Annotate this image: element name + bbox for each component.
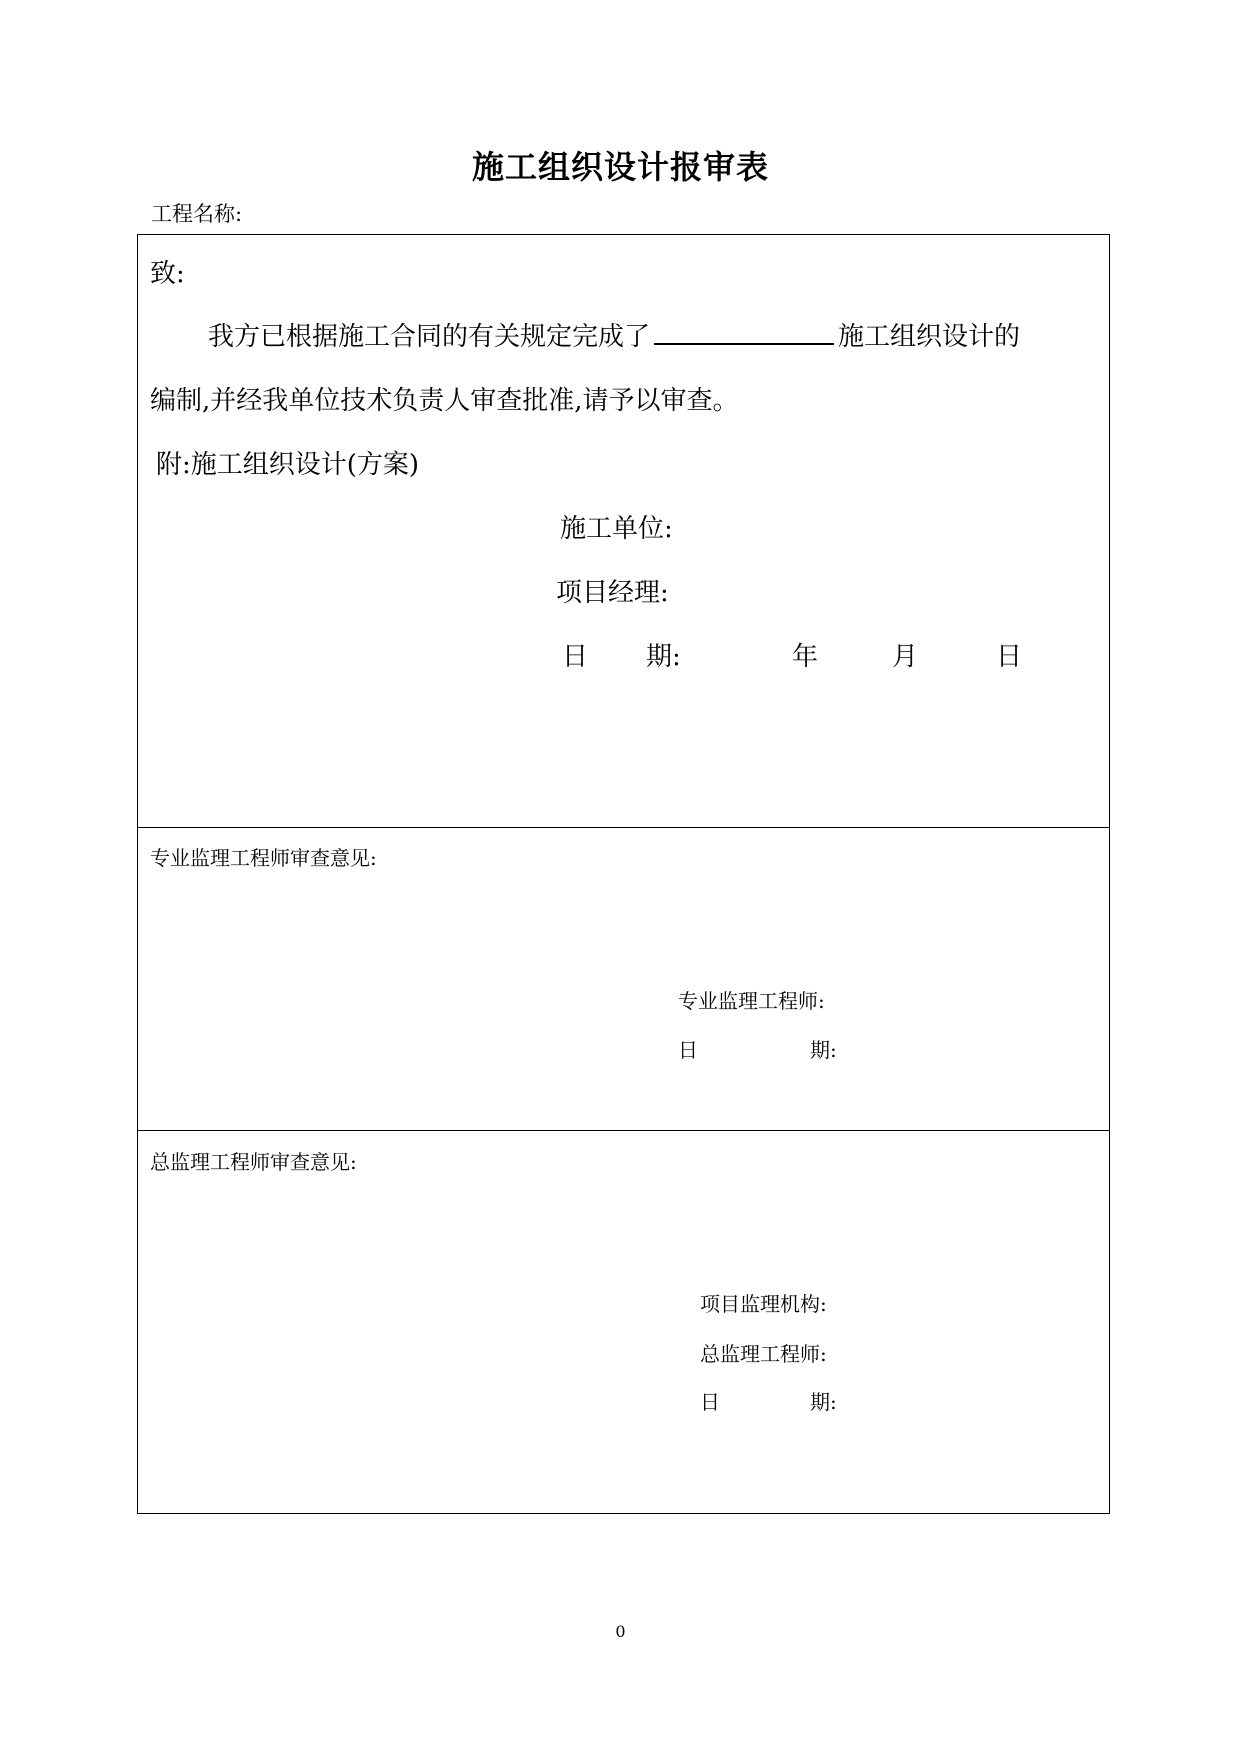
section-divider-1: [137, 827, 1110, 828]
chief-date-day: 日: [700, 1390, 720, 1414]
specialist-review-heading: 专业监理工程师审查意见:: [150, 846, 377, 870]
project-manager-label: 项目经理:: [556, 578, 669, 608]
chief-review-heading: 总监理工程师审查意见:: [150, 1150, 357, 1174]
body-line-1: [208, 316, 1020, 353]
specialist-date-day: 日: [678, 1038, 698, 1062]
design-name-blank[interactable]: [654, 317, 834, 345]
body-line-2: 编制,并经我单位技术负责人审查批准,请予以审查。: [150, 386, 739, 416]
supervision-org-label: 项目监理机构:: [700, 1292, 827, 1316]
chief-date-period: 期:: [810, 1390, 837, 1414]
section-divider-2: [137, 1130, 1110, 1131]
page-number: 0: [615, 1622, 626, 1641]
date-label-period: 期:: [646, 642, 681, 672]
month-label: 月: [892, 642, 919, 672]
year-label: 年: [792, 642, 819, 672]
body-line-1-start: 我方已根据施工合同的有关规定完成了: [208, 322, 651, 352]
project-name-label: 工程名称:: [151, 202, 243, 226]
contractor-label: 施工单位:: [560, 514, 673, 544]
page-title: 施工组织设计报审表: [471, 148, 769, 186]
attachment-line: 附:施工组织设计(方案): [156, 450, 420, 480]
specialist-engineer-label: 专业监理工程师:: [678, 989, 825, 1013]
chief-engineer-label: 总监理工程师:: [700, 1342, 827, 1366]
to-label: 致:: [150, 259, 185, 289]
specialist-date-period: 期:: [810, 1038, 837, 1062]
body-line-1-end: 施工组织设计的: [838, 322, 1021, 352]
form-frame: [137, 234, 1110, 1514]
date-label-day: 日: [562, 642, 589, 672]
day-label: 日: [996, 642, 1023, 672]
